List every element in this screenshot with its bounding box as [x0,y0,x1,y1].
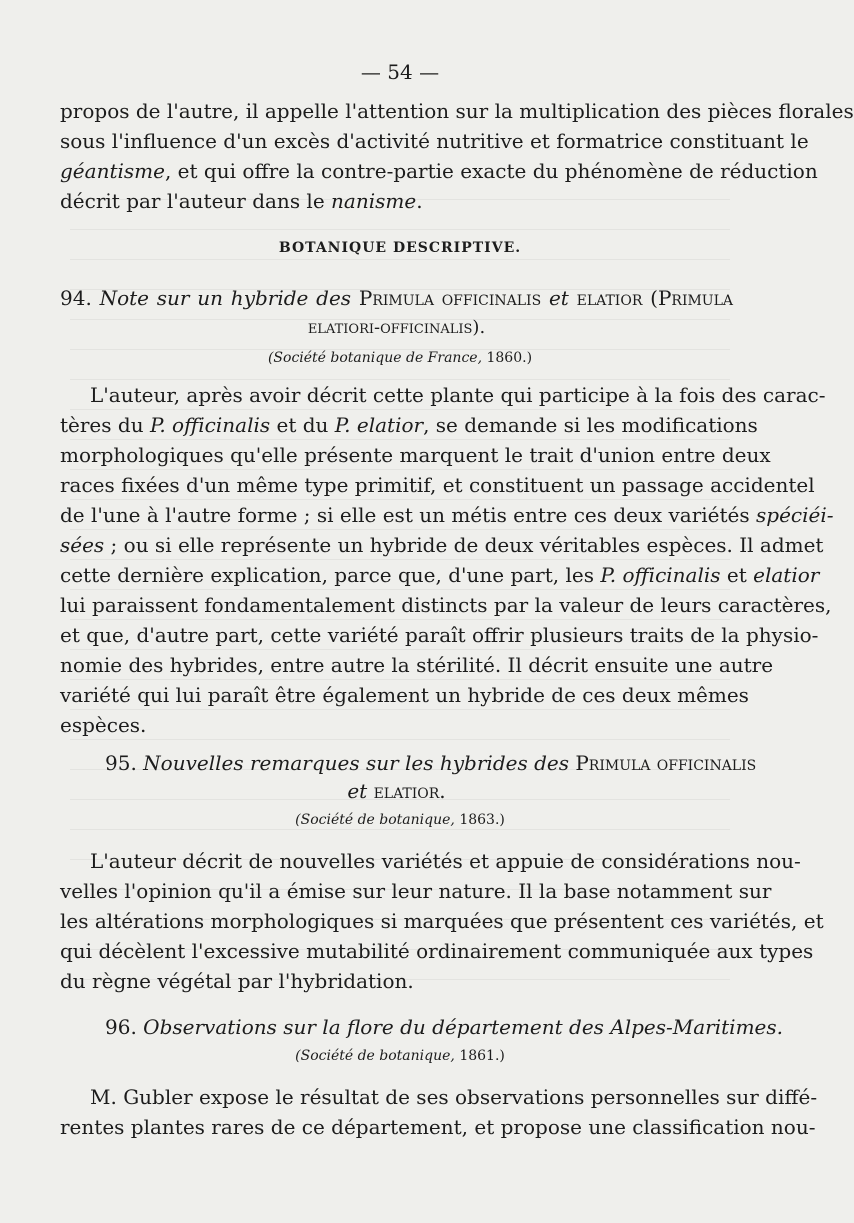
article-94-source: (Société botanique de France, 1860.) [267,350,533,366]
article-94-title: 94. Note sur un hybride des Primula officinalis et elatior (Primula [60,286,734,310]
article-94-title-line2: elatiori-officinalis). [307,317,486,338]
article-94-line-2: tères du P. officinalis et du P. elatior, se demande si les modifications [60,413,758,437]
article-95-line-5: du règne végétal par l'hybridation. [60,969,414,993]
italic-term: géantisme [60,159,165,183]
article-94-line-12: espèces. [60,713,147,737]
italic-term: nanisme [331,189,417,213]
article-95-source: (Société de botanique, 1863.) [295,812,505,828]
article-94-line-3: morphologiques qu'elle présente marquent le trait d'union entre deux [60,443,771,467]
article-94-line-6: sées ; ou si elle représente un hybride de deux véritables espèces. Il admet [60,533,824,557]
article-94-line-7: cette dernière explication, parce que, d'une part, les P. officinalis et elatior [60,563,820,587]
intro-line-2: sous l'influence d'un excès d'activité nutritive et formatrice constituant le [60,129,809,153]
article-96-line-2: rentes plantes rares de ce département, et propose une classification nou- [60,1115,816,1139]
article-96-title: 96. Observations sur la flore du département des Alpes-Maritimes. [105,1015,783,1039]
article-96-line-1: M. Gubler expose le résultat de ses observations personnelles sur diffé- [90,1085,818,1109]
article-95-line-4: qui décèlent l'excessive mutabilité ordinairement communiquée aux types [60,939,814,963]
article-95-title-line2: et elatior. [347,779,446,803]
article-94-line-4: races fixées d'un même type primitif, et constituent un passage accidentel [60,473,815,497]
article-95-title: 95. Nouvelles remarques sur les hybrides des Primula officinalis [105,751,757,775]
article-94-line-8: lui paraissent fondamentalement distincts par la valeur de leurs caractères, [60,593,832,617]
article-94-line-9: et que, d'autre part, cette variété paraît offrir plusieurs traits de la physio- [60,623,819,647]
article-95-line-3: les altérations morphologiques si marquées que présentent ces variétés, et [60,909,824,933]
page-number: — 54 — [360,60,440,84]
section-heading: BOTANIQUE DESCRIPTIVE. [278,240,522,256]
article-96-source: (Société de botanique, 1861.) [295,1048,505,1064]
article-94-line-11: variété qui lui paraît être également un hybride de ces deux mêmes [60,683,749,707]
intro-line-3: géantisme, et qui offre la contre-partie exacte du phénomène de réduction [60,159,818,183]
article-94-line-5: de l'une à l'autre forme ; si elle est un métis entre ces deux variétés spéciéi- [60,503,834,527]
intro-line-1: propos de l'autre, il appelle l'attention sur la multiplication des pièces florales [60,99,854,123]
intro-line-4: décrit par l'auteur dans le nanisme. [60,189,423,213]
article-94-line-1: L'auteur, après avoir décrit cette plante qui participe à la fois des carac- [90,383,826,407]
article-95-line-2: velles l'opinion qu'il a émise sur leur nature. Il la base notamment sur [60,879,772,903]
article-94-line-10: nomie des hybrides, entre autre la stérilité. Il décrit ensuite une autre [60,653,774,677]
article-95-line-1: L'auteur décrit de nouvelles variétés et appuie de considérations nou- [90,849,801,873]
